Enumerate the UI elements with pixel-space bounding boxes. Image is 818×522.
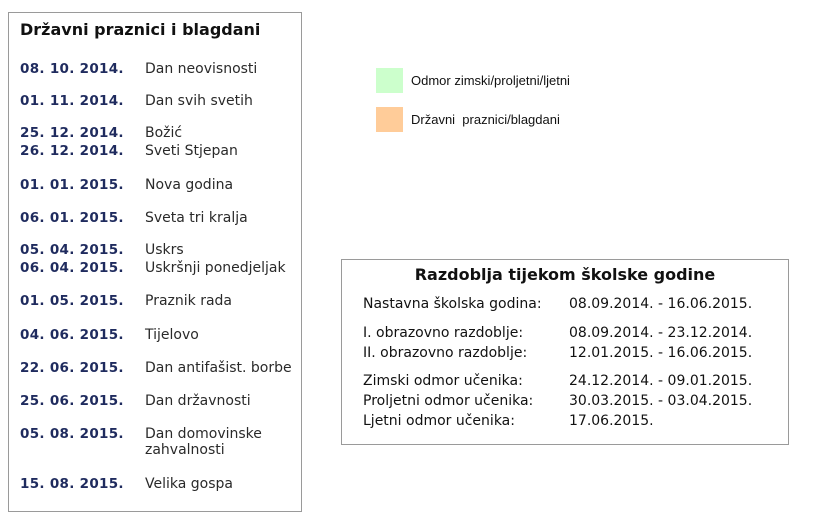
holiday-name: Dan svih svetih — [145, 93, 253, 109]
holiday-date: 05. 08. 2015. — [20, 426, 124, 442]
holiday-name: Dan državnosti — [145, 393, 251, 409]
holiday-name: Uskrs — [145, 242, 184, 258]
period-label: Proljetni odmor učenika: — [363, 393, 534, 409]
legend-item-vacation — [376, 66, 570, 94]
holiday-date: 22. 06. 2015. — [20, 360, 124, 376]
holiday-date: 06. 04. 2015. — [20, 260, 124, 276]
holiday-date: 26. 12. 2014. — [20, 143, 124, 159]
legend-item-holidays — [376, 105, 560, 133]
period-label: Zimski odmor učenika: — [363, 373, 523, 389]
holiday-date: 01. 11. 2014. — [20, 93, 124, 109]
period-value: 30.03.2015. - 03.04.2015. — [569, 393, 753, 409]
legend-label-holidays: Državni praznici/blagdani — [411, 111, 560, 127]
holiday-name: Tijelovo — [145, 327, 199, 343]
holiday-name: Dan neovisnosti — [145, 61, 258, 77]
school-periods-panel — [341, 259, 789, 445]
period-value: 24.12.2014. - 09.01.2015. — [569, 373, 753, 389]
holiday-name: Sveti Stjepan — [145, 143, 238, 159]
holiday-date: 06. 01. 2015. — [20, 210, 124, 226]
holidays-panel — [8, 12, 302, 512]
holiday-name: Praznik rada — [145, 293, 233, 309]
holiday-date: 04. 06. 2015. — [20, 327, 124, 343]
holiday-date: 01. 05. 2015. — [20, 293, 124, 309]
period-label: I. obrazovno razdoblje: — [363, 325, 524, 341]
period-value: 17.06.2015. — [569, 413, 654, 429]
holiday-name: Sveta tri kralja — [145, 210, 248, 226]
holiday-date: 01. 01. 2015. — [20, 177, 124, 193]
period-label: Nastavna školska godina: — [363, 296, 542, 312]
period-label: Ljetni odmor učenika: — [363, 413, 515, 429]
holiday-name: Uskršnji ponedjeljak — [145, 260, 286, 276]
legend-swatch-holidays — [376, 107, 403, 132]
holiday-date: 15. 08. 2015. — [20, 476, 124, 492]
holiday-name: Nova godina — [145, 177, 234, 193]
holiday-name: Velika gospa — [145, 476, 233, 492]
holiday-date: 25. 12. 2014. — [20, 125, 124, 141]
holiday-name: Dan domovinske zahvalnosti — [145, 426, 262, 458]
period-value: 08.09.2014. - 16.06.2015. — [569, 296, 753, 312]
period-label: II. obrazovno razdoblje: — [363, 345, 528, 361]
legend-label-vacation: Odmor zimski/proljetni/ljetni — [411, 72, 570, 88]
holiday-name: Božić — [145, 125, 183, 141]
holiday-date: 05. 04. 2015. — [20, 242, 124, 258]
period-value: 08.09.2014. - 23.12.2014. — [569, 325, 753, 341]
period-value: 12.01.2015. - 16.06.2015. — [569, 345, 753, 361]
legend-swatch-vacation — [376, 68, 403, 93]
periods-title: Razdoblja tijekom školske godine — [414, 265, 716, 284]
holiday-name: Dan antifašist. borbe — [145, 360, 292, 376]
holiday-date: 08. 10. 2014. — [20, 61, 124, 77]
holidays-title: Državni praznici i blagdani — [20, 20, 261, 39]
holiday-date: 25. 06. 2015. — [20, 393, 124, 409]
